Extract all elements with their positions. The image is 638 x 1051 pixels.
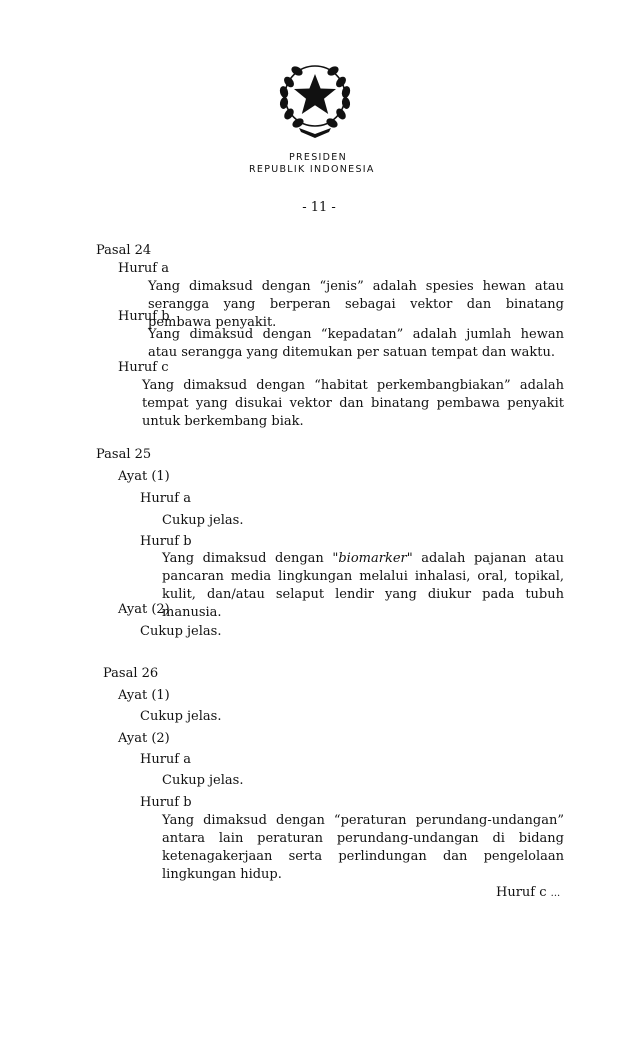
pasal-24-heading: Pasal 24 — [96, 243, 152, 258]
page-number: - 11 - — [302, 200, 336, 215]
pasal-26-huruf-b-text: Yang dimaksud dengan “peraturan perundang-undangan” antara lain peraturan perundang-undangan di bidang ketenagakerjaan serta perlindungan dan pengelolaan lingkungan hidup. — [162, 813, 564, 882]
pasal-26-huruf-b-label: Huruf b — [140, 795, 192, 810]
pasal-25-huruf-b-text — [162, 550, 564, 622]
pasal-26-huruf-a-label: Huruf a — [140, 752, 191, 767]
continuation-dots: ... — [550, 888, 561, 899]
next-page-continuation — [496, 885, 560, 900]
pasal-26-ayat-2-label: Ayat (2) — [118, 731, 170, 746]
pasal-25-huruf-a-label: Huruf a — [140, 491, 191, 506]
pasal-24-huruf-a-label: Huruf a — [118, 261, 169, 276]
continuation-text: Huruf c — [496, 885, 547, 900]
pasal-25-huruf-a-text: Cukup jelas. — [162, 513, 244, 528]
biomarker-text-after: " adalah pajanan atau pancaran media lingkungan melalui inhalasi, oral, topikal, kulit, dan/atau selaput lendir yang diukur pada tubuh manusia. — [162, 551, 564, 620]
pasal-24-huruf-a-text: Yang dimaksud dengan “jenis” adalah spesies hewan atau serangga yang berperan sebagai vektor dan binatang pembawa penyakit. — [148, 279, 564, 330]
header-line-2: REPUBLIK INDONESIA — [249, 164, 375, 175]
pasal-25-heading: Pasal 25 — [96, 447, 152, 462]
pasal-25-ayat-2-text: Cukup jelas. — [140, 624, 222, 639]
pasal-26-ayat-1-text: Cukup jelas. — [140, 709, 222, 724]
pasal-25-ayat-2-label: Ayat (2) — [118, 602, 170, 617]
pasal-25-huruf-b-label: Huruf b — [140, 534, 192, 549]
pasal-24-huruf-c-label: Huruf c — [118, 360, 169, 375]
header-line-1: PRESIDEN — [289, 152, 347, 163]
pasal-26-ayat-1-label: Ayat (1) — [118, 688, 170, 703]
presidential-emblem-icon — [273, 56, 357, 140]
pasal-24-huruf-b-text: Yang dimaksud dengan “kepadatan” adalah jumlah hewan atau serangga yang ditemukan per satuan tempat dan waktu. — [148, 327, 564, 360]
pasal-24-huruf-c-text: Yang dimaksud dengan “habitat perkembangbiakan” adalah tempat yang disukai vektor dan binatang pembawa penyakit untuk berkembang biak. — [142, 378, 564, 429]
pasal-26-heading: Pasal 26 — [103, 666, 159, 681]
pasal-24-huruf-b-label: Huruf b — [118, 309, 170, 324]
pasal-25-ayat-1-label: Ayat (1) — [118, 469, 170, 484]
biomarker-term: biomarker — [338, 551, 407, 566]
pasal-26-huruf-a-text: Cukup jelas. — [162, 773, 244, 788]
biomarker-text-before: Yang dimaksud dengan " — [162, 551, 339, 566]
